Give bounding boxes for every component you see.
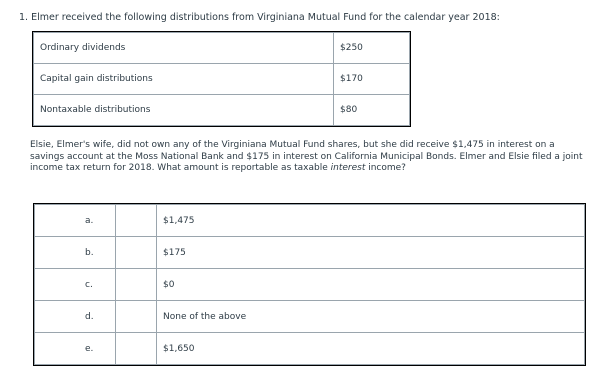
option-letter: c. [35, 269, 116, 301]
option-letter: b. [35, 237, 116, 269]
option-letter: a. [35, 205, 116, 237]
answer-options-table [34, 204, 585, 365]
table-row [34, 33, 410, 64]
distribution-label: Capital gain distributions [34, 64, 334, 95]
question-text: 1. Elmer received the following distributions from Virginiana Mutual Fund for the calendar year 2018: [19, 12, 500, 23]
distributions-table [33, 32, 410, 126]
distribution-label: Ordinary dividends [34, 33, 334, 64]
option-text[interactable]: $1,475 [157, 205, 585, 237]
option-text[interactable]: $175 [157, 237, 585, 269]
option-row[interactable] [35, 333, 585, 365]
option-text[interactable]: None of the above [157, 301, 585, 333]
scenario-main: Elsie, Elmer's wife, did not own any of the Virginiana Mutual Fund shares, but she did receive $1,475 in interest on a savings account at the Moss National Bank and $175 in interest on California Municipal Bonds. Elmer and Elsie filed a joint income tax return for 2018. What amount is reportable as taxable [30, 140, 583, 173]
scenario-text [30, 140, 590, 175]
option-letter: d. [35, 301, 116, 333]
option-letter: e. [35, 333, 116, 365]
option-row[interactable] [35, 237, 585, 269]
distribution-amount: $170 [334, 64, 410, 95]
table-row [34, 95, 410, 126]
option-text[interactable]: $0 [157, 269, 585, 301]
option-text[interactable]: $1,650 [157, 333, 585, 365]
scenario-end: income? [365, 163, 406, 173]
distribution-amount: $250 [334, 33, 410, 64]
scenario-emphasis: interest [330, 163, 366, 173]
option-row[interactable] [35, 269, 585, 301]
distribution-amount: $80 [334, 95, 410, 126]
distribution-label: Nontaxable distributions [34, 95, 334, 126]
option-row[interactable] [35, 301, 585, 333]
option-row[interactable] [35, 205, 585, 237]
table-row [34, 64, 410, 95]
